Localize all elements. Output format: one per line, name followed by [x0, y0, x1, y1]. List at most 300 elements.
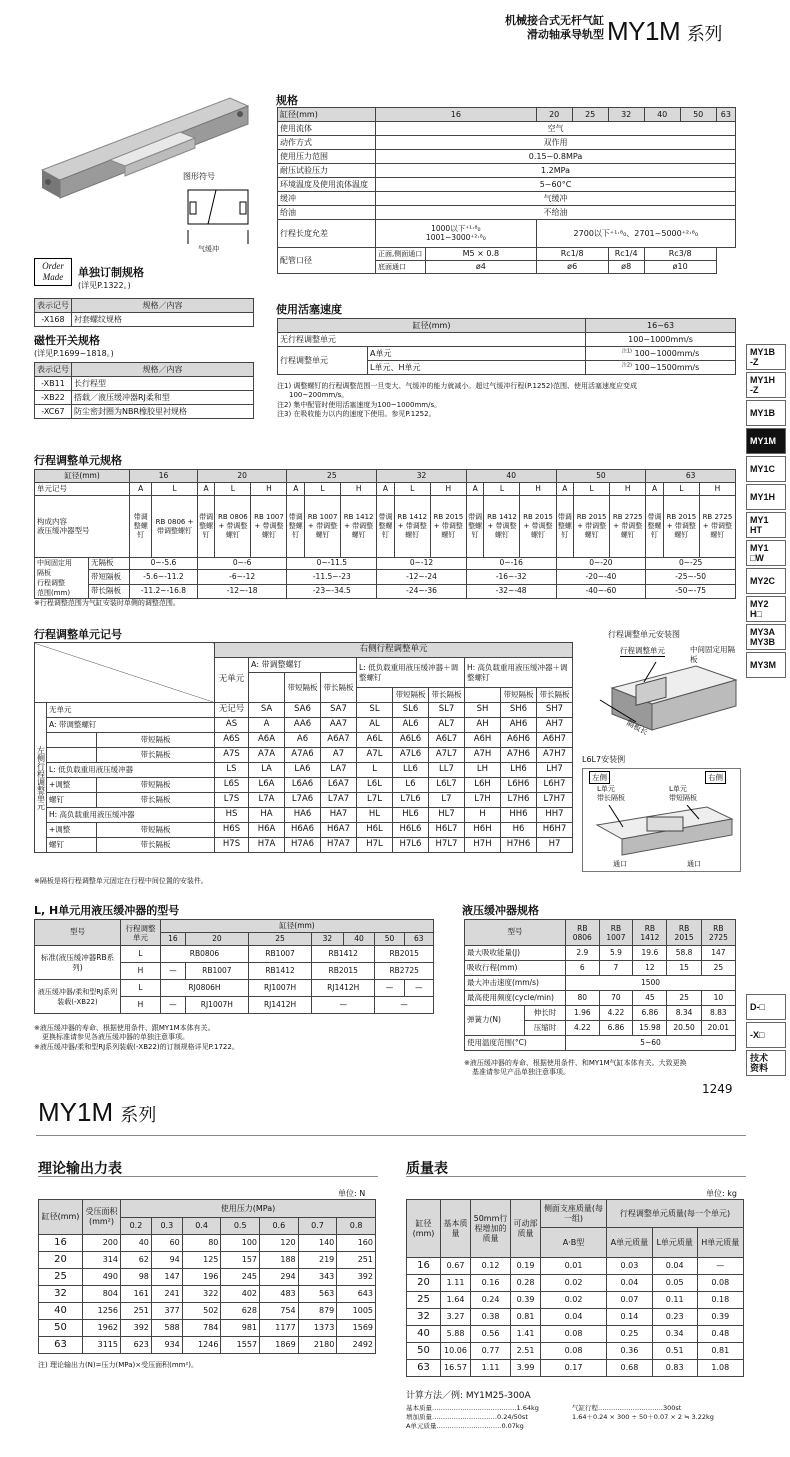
content-cell: RB 2015 + 带调整螺钉 — [574, 496, 610, 558]
force-cell: 161 — [121, 1286, 152, 1303]
table-row — [407, 1292, 744, 1309]
code-cell: A6A — [249, 733, 285, 748]
code-cell: A6L — [357, 733, 393, 748]
table-row — [407, 1258, 744, 1275]
row-group-label: H: 高负载重用液压缓冲器 — [47, 808, 215, 823]
code-cell: AL — [357, 718, 393, 733]
force-cell: 623 — [121, 1337, 152, 1354]
order-made-table: 表示记号 规格／内容 -X168 衬套螺纹规格 — [34, 298, 254, 327]
tab-my3m[interactable]: MY3M — [746, 652, 786, 678]
unit-code-note: ※隔板是将行程调整单元固定在行程中间位置的安装件。 — [34, 877, 208, 885]
mass-cell: 2.51 — [511, 1343, 541, 1360]
code-cell: A7H — [465, 748, 501, 763]
mass-calc-right: 气缸行程…………………………300st 1.64＋0.24 × 300 ÷ 50＋0.07 × 2 ≒ 3.22kg — [572, 1404, 714, 1421]
l6l7-port-right: 通口 — [687, 860, 701, 868]
content-cell: 带调整螺钉 — [466, 496, 484, 558]
code-cell: H6L7 — [429, 823, 465, 838]
force-cell: 147 — [151, 1269, 182, 1286]
code-cell: SL — [357, 703, 393, 718]
row-sub-label: 带长隔板 — [97, 793, 215, 808]
mass-cell: 0.24 — [471, 1292, 511, 1309]
code-cell: A7H6 — [501, 748, 537, 763]
absorber-spec-notes: ※液压缓冲器的寿命、根据使用条件、和MY1M气缸本体有关。大致更换 基准请参见产品单独注意事项。 — [464, 1059, 687, 1077]
code-cell: A7L7 — [429, 748, 465, 763]
force-cell: 483 — [260, 1286, 299, 1303]
order-made-title: 单独订制规格 — [78, 266, 144, 279]
content-cell: 带调整螺钉 — [130, 496, 152, 558]
tab-tech-data[interactable]: 技术 资料 — [746, 1050, 786, 1076]
mass-table: 缸径(mm) 基本质量 50mm行程增加的质量 可动部质量 侧面支座质量(每一组) 行程调整单元质量(每一个单元) A·B型 A单元质量 L单元质量 H单元质量 16 0.67 0.12 0.19 0.01 0.03 0.04 — 20 1.11 0.16 0.28 0.02 0.04 0.05 0.08 25 1.64 0.24 0.39 0.02 0.07 0.11 0.18 32 3.27 0.38 0.81 0.04 0.14 0.23 0.39 40 5.88 0.56 1.41 0.08 0.25 0.34 0.48 50 10.06 0.77 2.51 0.08 0.36 0.51 0.81 63 16.57 1.11 3.99 0.17 0.68 0.83 1.08 — [406, 1199, 744, 1377]
content-cell: RB 1412 + 带调整螺钉 — [341, 496, 377, 558]
code-cell: H7A — [249, 838, 285, 853]
mass-cell: 0.02 — [541, 1292, 607, 1309]
symbol-title: 图形符号 — [183, 172, 215, 181]
table-row — [39, 1269, 376, 1286]
code-cell: L7A7 — [321, 793, 357, 808]
force-cell: 251 — [337, 1252, 376, 1269]
tab-my2h[interactable]: MY2 H□ — [746, 596, 786, 622]
table-row — [407, 1309, 744, 1326]
code-cell: L6H — [465, 778, 501, 793]
mass-cell: 0.08 — [541, 1326, 607, 1343]
force-cell: 934 — [151, 1337, 182, 1354]
specs-table: 缸径(mm) 16 20 25 32 40 50 63 使用流体 空气 动作方式 双作用 使用压力范围 0.15~0.8MPa 耐压试验压力 1.2MPa 环境温度及使用流体温度 5~60°C 缓冲 气缓冲 给油 不给油 行程长度允差 1000以下⁺¹·⁸₀ 1001~3000⁺²·⁸₀ 2700以下⁺¹·⁸₀、2701~5000⁺²·⁸₀ 配管口径 正面,侧面通口 M5 × 0.8 Rc1/8 Rc1/4 Rc3/8 底面通口 ø4 ø6 ø8 ø10 — [277, 107, 736, 274]
content-cell: 带调整螺钉 — [646, 496, 664, 558]
table-row — [407, 1326, 744, 1343]
absorber-model-title: L, H单元用液压缓冲器的型号 — [34, 904, 180, 917]
tab-my1c[interactable]: MY1C — [746, 456, 786, 482]
content-cell: RB 2015 + 带调整螺钉 — [520, 496, 556, 558]
mass-cell: 20 — [407, 1275, 441, 1292]
absorber-model-notes: ※液压缓冲器的寿命、根据使用条件、跟MY1M本体有关。 更换标准请参见各液压缓冲器的单独注意事项。 ※液压缓冲器/柔和型RJ系列装载(-XB22)的订制规格详见P.1722。 — [34, 1024, 239, 1051]
side-tab-nav — [746, 344, 786, 680]
tab-my1b[interactable]: MY1B — [746, 400, 786, 426]
mass-cell: 0.04 — [652, 1258, 697, 1275]
code-cell: A7H7 — [537, 748, 573, 763]
force-cell: 322 — [182, 1286, 221, 1303]
mass-cell: 50 — [407, 1343, 441, 1360]
row-group-label: 螺钉 — [47, 793, 97, 808]
force-cell: 377 — [151, 1303, 182, 1320]
mount-fig-label-length: 隔板长 — [625, 718, 650, 737]
tab-my1h-z[interactable]: MY1H -Z — [746, 372, 786, 398]
force-cell: 1256 — [83, 1303, 121, 1320]
mass-cell: 0.02 — [541, 1275, 607, 1292]
force-cell: 100 — [221, 1235, 260, 1252]
force-cell: 402 — [221, 1286, 260, 1303]
mass-cell: 0.56 — [471, 1326, 511, 1343]
force-cell: 125 — [182, 1252, 221, 1269]
table-row — [407, 1360, 744, 1377]
content-cell: RB 1007 + 带调整螺钉 — [251, 496, 287, 558]
code-cell: L6 — [393, 778, 429, 793]
code-cell: L7L — [357, 793, 393, 808]
mass-cell: 0.25 — [607, 1326, 653, 1343]
mass-cell: 32 — [407, 1309, 441, 1326]
mass-cell: 0.12 — [471, 1258, 511, 1275]
code-cell: H6H — [465, 823, 501, 838]
content-cell: 带调整螺钉 — [556, 496, 574, 558]
mass-cell: 0.67 — [441, 1258, 471, 1275]
mass-unit: 单位: kg — [706, 1189, 737, 1198]
code-cell: HS — [215, 808, 249, 823]
content-cell: 带调整螺钉 — [287, 496, 305, 558]
code-cell: H7A7 — [321, 838, 357, 853]
mount-fig-label-unit: 行程调整单元 — [620, 646, 665, 655]
tab-my3a[interactable]: MY3A MY3B — [746, 624, 786, 650]
l6l7-left-unit: L单元 带长隔板 — [597, 785, 625, 802]
code-cell: H7A6 — [285, 838, 321, 853]
code-cell: L7A — [249, 793, 285, 808]
cushion-label: 气缓冲 — [198, 245, 219, 253]
code-cell: AL7 — [429, 718, 465, 733]
force-cell: 588 — [151, 1320, 182, 1337]
unit-spec-table: 缸径(mm) 16 20 25 32 40 50 63 单元记号 A L A L H A L H A L H A L H A L H A L H 构成内容 液压缓冲器型号 带调整螺钉 RB 0806 + 带调整螺钉 带调整螺钉 RB 0806 + 带调整螺钉 RB 1007 + 带调整螺钉 带调整螺钉 RB 1007 + 带调整螺钉 RB 1412 + 带调整螺钉 带调整螺钉 RB 1412 + 带调整螺钉 RB 2015 + 带调整螺钉 带调整螺钉 RB 1412 + 带调整螺钉 RB 2015 + 带调整螺钉 带调整螺钉 RB 2015 + 带调整螺钉 RB 2725 + 带调整螺钉 带调整螺钉 RB 2015 + 带调整螺钉 RB 2725 + 带调整螺钉 中间固定用 隔板 行程调整 范围(mm) 无隔板 0~-5.6 0~-6 0~-11.5 0~-12 0~-16 0~-20 0~-25 带短隔板 -5.6~-11.2 -6~-12 -11.5~-23 -12~-24 -16~-32 -20~-40 -25~-50 带长隔板 -11.2~-16.8 -12~-18 -23~-34.5 -24~-36 -32~-48 -40~-60 -50~-75 — [34, 469, 736, 599]
code-cell: LH7 — [537, 763, 573, 778]
code-cell: H7S — [215, 838, 249, 853]
code-cell: A6 — [285, 733, 321, 748]
force-cell: 1569 — [337, 1320, 376, 1337]
mount-fig-title: 行程调整单元安装图 — [608, 630, 680, 639]
code-cell: L6L — [357, 778, 393, 793]
code-cell: A — [249, 718, 285, 733]
mass-cell: 1.64 — [441, 1292, 471, 1309]
tab-my1b-z[interactable]: MY1B -Z — [746, 344, 786, 370]
mass-cell: 0.81 — [697, 1343, 743, 1360]
code-cell: A6S — [215, 733, 249, 748]
order-made-ref: (详见P.1322。) — [78, 281, 131, 290]
code-cell: H6A7 — [321, 823, 357, 838]
unit-code-table: 右侧行程调整单元 无单元 A: 带调整螺钉 L: 低负载重用液压缓冲器＋调整螺钉 H: 高负载重用液压缓冲器＋调整螺钉 带短隔板 带长隔板 带短隔板 带长隔板 带短隔板 带长隔板 左侧行程调整单元 无单元 无记号 SA SA6 SA7 SL SL6 SL7 SH SH6 SH7 A: 带调整螺钉 AS A AA6 AA7 AL AL6 AL7 AH AH6 AH7 带短隔板 A6S A6A A6 A6A7 A6L A6L6 A6L7 A6H A6H6 A6H7 带长隔板 A7S A7A A7A6 A7 A7L A7L6 A7L7 A7H A7H6 A7H7 L: 低负载重用液压缓冲器 LS LA LA6 LA7 L LL6 LL7 LH LH6 LH7 +调整 带短隔板 L6S L6A L6A6 L6A7 L6L L6 L6L7 L6H L6H6 L6H7 螺钉 带长隔板 L7S L7A L7A6 L7A7 L7L L7L6 L7 L7H L7H6 L7H7 H: 高负载重用液压缓冲器 HS HA HA6 HA7 HL HL6 HL7 H HH6 HH7 +调整 带短隔板 H6S H6A H6A6 H6A7 H6L H6L6 H6L7 H6H H6 H6H7 螺钉 带长隔板 H7S H7A H7A6 H7A7 H7L H7L6 H7L7 H7H H7H6 H7 — [34, 642, 573, 853]
row-group-label: +调整 — [47, 823, 97, 838]
table-row — [35, 838, 573, 853]
piston-speed-table: 缸径(mm) 16~63 无行程调整单元 100~1000mm/s 行程调整单元 A单元 $^{注1)}$ 100~1000mm/s L单元、H单元 $^{注2)}$ 100~1500mm/s — [277, 318, 736, 375]
code-cell: LA — [249, 763, 285, 778]
mass-cell: 0.01 — [541, 1258, 607, 1275]
order-made-badge: Order Made — [34, 258, 72, 286]
mass-cell: 0.68 — [607, 1360, 653, 1377]
code-cell: L6L7 — [429, 778, 465, 793]
mass-cell: 1.08 — [697, 1360, 743, 1377]
force-cell: 1177 — [260, 1320, 299, 1337]
code-cell: HH6 — [501, 808, 537, 823]
force-cell: 392 — [121, 1320, 152, 1337]
series-line2: 滑动轴承导轨型 — [527, 28, 604, 41]
mass-cell: 0.05 — [652, 1275, 697, 1292]
code-cell: HA7 — [321, 808, 357, 823]
mass-cell: 10.06 — [441, 1343, 471, 1360]
content-cell: RB 2725 + 带调整螺钉 — [610, 496, 646, 558]
row-group-label: 螺钉 — [47, 838, 97, 853]
force-cell: 40 — [39, 1303, 83, 1320]
content-cell: RB 1412 + 带调整螺钉 — [484, 496, 520, 558]
code-cell: L6A — [249, 778, 285, 793]
mass-cell: 0.48 — [697, 1326, 743, 1343]
code-cell: HA — [249, 808, 285, 823]
left-side-label: 左侧行程调整单元 — [35, 703, 47, 853]
force-cell: 140 — [298, 1235, 337, 1252]
force-cell: 98 — [121, 1269, 152, 1286]
code-cell: LH — [465, 763, 501, 778]
code-cell: AS — [215, 718, 249, 733]
force-cell: 251 — [121, 1303, 152, 1320]
code-cell: AL6 — [393, 718, 429, 733]
unit-code-title: 行程调整单元记号 — [34, 628, 122, 641]
table-row — [35, 748, 573, 763]
mass-cell: 1.11 — [471, 1360, 511, 1377]
mass-cell: 16 — [407, 1258, 441, 1275]
code-cell: H6S — [215, 823, 249, 838]
mass-cell: 0.39 — [511, 1292, 541, 1309]
mass-cell: 0.39 — [697, 1309, 743, 1326]
code-cell: SH — [465, 703, 501, 718]
table-row — [35, 778, 573, 793]
mass-cell: 1.11 — [441, 1275, 471, 1292]
absorber-spec-title: 液压缓冲器规格 — [462, 904, 539, 917]
l6l7-right-label: 右侧 — [705, 771, 726, 784]
force-cell: 1373 — [298, 1320, 337, 1337]
mass-title-rule — [406, 1176, 746, 1177]
row-group-label — [47, 733, 97, 748]
mass-cell: 0.04 — [607, 1275, 653, 1292]
code-cell: L7H — [465, 793, 501, 808]
force-cell: 1557 — [221, 1337, 260, 1354]
mass-cell: 0.03 — [607, 1258, 653, 1275]
table-row — [39, 1303, 376, 1320]
code-cell: A7 — [321, 748, 357, 763]
force-cell: 343 — [298, 1269, 337, 1286]
force-title-rule — [38, 1176, 378, 1177]
mount-figure-drawing — [596, 660, 742, 745]
absorber-model-table: 型号 行程调整单元 缸径(mm) 16 20 25 32 40 50 63 标准(液压缓冲器RB系列) L RB0806 RB1007 RB1412 RB2015 H — RB1007 RB1412 RB2015 RB2725 液压缓冲器/柔和型RJ系列装载(-XB22) L RJ0806H RJ1007H RJ1412H — — H — RJ1007H RJ1412H — — — [34, 919, 434, 1014]
row-sub-label: 带长隔板 — [97, 748, 215, 763]
code-cell: SL6 — [393, 703, 429, 718]
force-cell: 294 — [260, 1269, 299, 1286]
force-cell: 157 — [221, 1252, 260, 1269]
force-cell: 241 — [151, 1286, 182, 1303]
mass-calc-title: 计算方法／例: MY1M25-300A — [406, 1391, 531, 1401]
tab-my1h[interactable]: MY1H — [746, 484, 786, 510]
code-cell: H6A6 — [285, 823, 321, 838]
force-cell: 392 — [337, 1269, 376, 1286]
force-cell: 804 — [83, 1286, 121, 1303]
mass-cell: 0.83 — [652, 1360, 697, 1377]
code-cell: A7A — [249, 748, 285, 763]
mass-cell: 0.23 — [652, 1309, 697, 1326]
tab-my1w[interactable]: MY1 □W — [746, 540, 786, 566]
table-row — [35, 808, 573, 823]
force-cell: 879 — [298, 1303, 337, 1320]
side-tab-nav-2 — [746, 994, 786, 1078]
mass-title: 质量表 — [406, 1161, 448, 1177]
mass-cell: 0.81 — [511, 1309, 541, 1326]
mass-cell: 0.19 — [511, 1258, 541, 1275]
l6l7-port-left: 通口 — [613, 860, 627, 868]
mass-cell: 0.28 — [511, 1275, 541, 1292]
table-row — [39, 1235, 376, 1252]
code-cell: L7 — [429, 793, 465, 808]
tab-my1m[interactable]: MY1M — [746, 428, 786, 454]
row-group-label: 无单元 — [47, 703, 215, 718]
mass-cell: 63 — [407, 1360, 441, 1377]
specs-title: 规格 — [276, 94, 298, 107]
content-cell: RB 1412 + 带调整螺钉 — [394, 496, 430, 558]
l6l7-fig-title: L6L7安装例 — [582, 755, 626, 764]
code-cell: AA7 — [321, 718, 357, 733]
force-cell: 1005 — [337, 1303, 376, 1320]
l6l7-right-unit: L单元 带短隔板 — [669, 785, 697, 802]
code-cell: LS — [215, 763, 249, 778]
table-row — [35, 703, 573, 718]
code-cell: L7S — [215, 793, 249, 808]
code-cell: H7L — [357, 838, 393, 853]
table-row — [35, 823, 573, 838]
code-cell: A6H6 — [501, 733, 537, 748]
code-cell: H6L — [357, 823, 393, 838]
force-cell: 981 — [221, 1320, 260, 1337]
force-cell: 32 — [39, 1286, 83, 1303]
divider — [36, 1135, 746, 1136]
content-cell: RB 1007 + 带调整螺钉 — [305, 496, 341, 558]
content-cell: RB 2015 + 带调整螺钉 — [663, 496, 699, 558]
code-cell: H6L6 — [393, 823, 429, 838]
code-cell: H7 — [537, 838, 573, 853]
code-cell: L6S — [215, 778, 249, 793]
code-cell: A7S — [215, 748, 249, 763]
mass-cell: 5.88 — [441, 1326, 471, 1343]
code-cell: A7L — [357, 748, 393, 763]
force-cell: 314 — [83, 1252, 121, 1269]
force-cell: 60 — [151, 1235, 182, 1252]
table-row — [39, 1286, 376, 1303]
force-cell: 160 — [337, 1235, 376, 1252]
mass-cell: 25 — [407, 1292, 441, 1309]
code-cell: L7H7 — [537, 793, 573, 808]
unit-spec-title: 行程调整单元规格 — [34, 454, 122, 467]
mass-cell: 0.17 — [541, 1360, 607, 1377]
mass-cell: 0.51 — [652, 1343, 697, 1360]
force-cell: 2492 — [337, 1337, 376, 1354]
code-cell: L7A6 — [285, 793, 321, 808]
piston-speed-title: 使用活塞速度 — [276, 303, 342, 316]
row-group-label — [47, 748, 97, 763]
code-cell: SL7 — [429, 703, 465, 718]
tab-x-option[interactable]: -X□ — [746, 1022, 786, 1048]
code-cell: AA6 — [285, 718, 321, 733]
mass-cell: — — [697, 1258, 743, 1275]
code-cell: SH7 — [537, 703, 573, 718]
content-cell: RB 0806 + 带调整螺钉 — [215, 496, 251, 558]
force-cell: 1246 — [182, 1337, 221, 1354]
code-cell: L7H6 — [501, 793, 537, 808]
l6l7-drawing — [587, 805, 737, 857]
mass-calc-left: 基本质量…………………………………1.64kg 增加质量…………………………0.24/50st A单元质量…………………………0.07kg — [406, 1404, 539, 1430]
force-cell: 563 — [298, 1286, 337, 1303]
row-sub-label: 带长隔板 — [97, 838, 215, 853]
mass-cell: 0.36 — [607, 1343, 653, 1360]
row-sub-label: 带短隔板 — [97, 823, 215, 838]
code-cell: AH6 — [501, 718, 537, 733]
tab-d-switch[interactable]: D-□ — [746, 994, 786, 1020]
row-sub-label: 带短隔板 — [97, 778, 215, 793]
code-cell: AH — [465, 718, 501, 733]
content-cell: 带调整螺钉 — [197, 496, 215, 558]
mass-cell: 40 — [407, 1326, 441, 1343]
force-cell: 219 — [298, 1252, 337, 1269]
force-table: 缸径(mm) 受压面积(mm²) 使用压力(MPa) 0.2 0.3 0.4 0.5 0.6 0.7 0.8 16 200 40 60 80 100 120 140 160 20 314 62 94 125 157 188 219 251 25 490 98 147 196 245 294 343 392 32 804 161 241 322 402 483 563 643 40 1256 251 377 502 628 754 879 1005 50 1962 392 588 784 981 1177 1373 1569 63 3115 623 934 1246 1557 1869 2180 2492 — [38, 1199, 376, 1354]
force-cell: 63 — [39, 1337, 83, 1354]
row-sub-label: 带短隔板 — [97, 733, 215, 748]
code-cell: HL — [357, 808, 393, 823]
mass-cell: 0.08 — [541, 1343, 607, 1360]
force-cell: 16 — [39, 1235, 83, 1252]
force-unit: 单位: N — [338, 1189, 366, 1198]
force-cell: 25 — [39, 1269, 83, 1286]
force-cell: 188 — [260, 1252, 299, 1269]
force-cell: 1869 — [260, 1337, 299, 1354]
code-cell: H6H7 — [537, 823, 573, 838]
code-cell: H7L7 — [429, 838, 465, 853]
page-model: MY1M 系列 — [607, 16, 722, 46]
force-cell: 3115 — [83, 1337, 121, 1354]
page-number: 1249 — [702, 1082, 733, 1096]
code-cell: LL7 — [429, 763, 465, 778]
code-cell: A7A6 — [285, 748, 321, 763]
code-cell: LA6 — [285, 763, 321, 778]
mass-cell: 0.08 — [697, 1275, 743, 1292]
row-group-label: +调整 — [47, 778, 97, 793]
code-cell: AH7 — [537, 718, 573, 733]
code-cell: HA6 — [285, 808, 321, 823]
force-cell: 50 — [39, 1320, 83, 1337]
series-subtitle — [484, 14, 604, 42]
code-cell: H6A — [249, 823, 285, 838]
force-cell: 784 — [182, 1320, 221, 1337]
code-cell: H7H — [465, 838, 501, 853]
table-row — [35, 718, 573, 733]
code-cell: L6H6 — [501, 778, 537, 793]
l6l7-fig-frame — [582, 768, 741, 872]
code-cell: SA — [249, 703, 285, 718]
force-note: 注) 理论输出力(N)=压力(MPa)×受压面积(mm²)。 — [38, 1361, 198, 1369]
mass-cell: 0.07 — [607, 1292, 653, 1309]
code-cell: L6A7 — [321, 778, 357, 793]
force-cell: 2180 — [298, 1337, 337, 1354]
mass-cell: 16.57 — [441, 1360, 471, 1377]
mass-cell: 0.77 — [471, 1343, 511, 1360]
code-cell: H6 — [501, 823, 537, 838]
code-cell: 无记号 — [215, 703, 249, 718]
series-line1: 机械接合式无杆气缸 — [505, 14, 604, 27]
mass-cell: 3.27 — [441, 1309, 471, 1326]
content-cell: RB 2725 + 带调整螺钉 — [699, 496, 735, 558]
lower-page-title: MY1M 系列 — [38, 1097, 157, 1127]
force-cell: 245 — [221, 1269, 260, 1286]
force-cell: 628 — [221, 1303, 260, 1320]
force-cell: 120 — [260, 1235, 299, 1252]
magnetic-table: 表示记号 规格／内容 -XB11 长行程型 -XB22 搭载／液压缓冲器RJ柔和型 -XC67 防尘密封圈为NBR橡胶里衬规格 — [34, 362, 254, 419]
force-cell: 1962 — [83, 1320, 121, 1337]
table-row — [39, 1252, 376, 1269]
tab-my1ht[interactable]: MY1 HT — [746, 512, 786, 538]
code-cell: LA7 — [321, 763, 357, 778]
force-cell: 20 — [39, 1252, 83, 1269]
tab-my2c[interactable]: MY2C — [746, 568, 786, 594]
code-cell: L7L6 — [393, 793, 429, 808]
code-cell: LL6 — [393, 763, 429, 778]
table-row — [35, 733, 573, 748]
mass-cell: 0.11 — [652, 1292, 697, 1309]
